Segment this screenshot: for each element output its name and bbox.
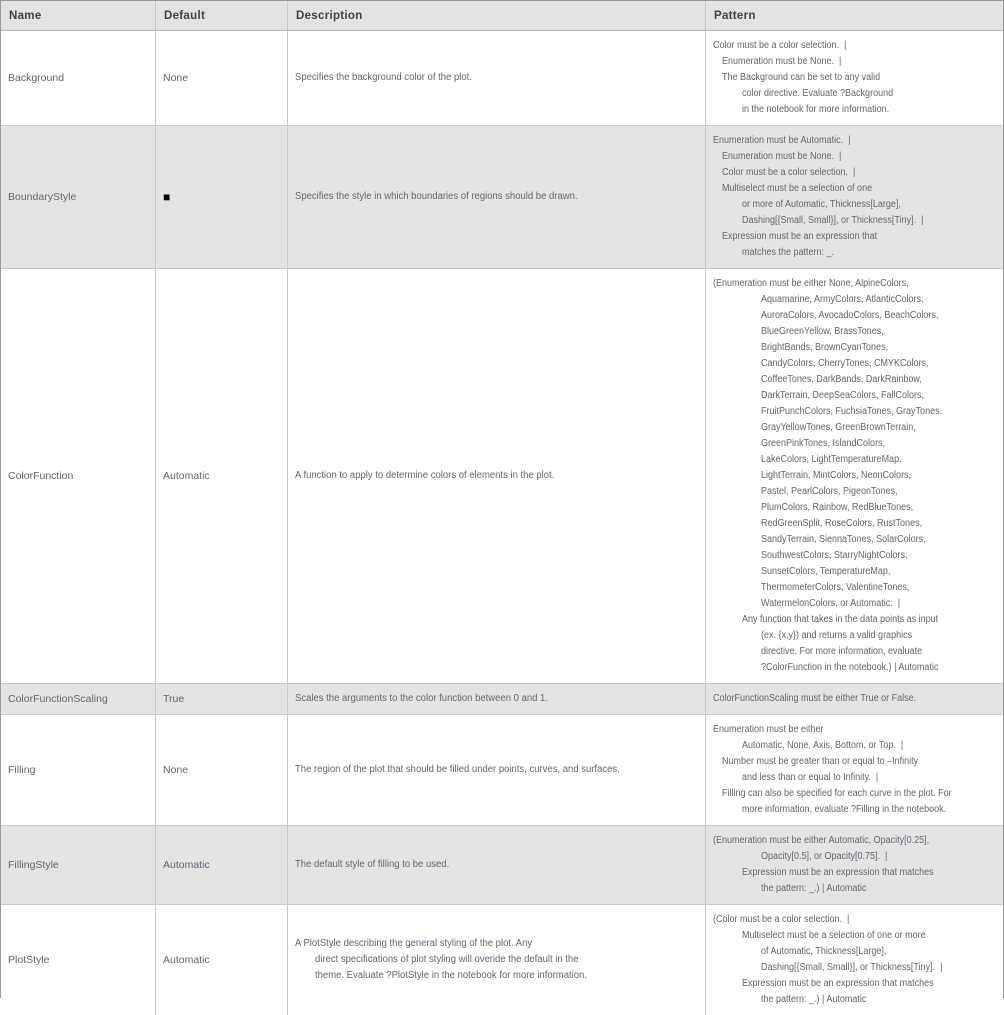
row-description-cell (288, 269, 706, 683)
row-description-cell (288, 715, 706, 825)
pattern-line (713, 54, 1000, 70)
row-default-cell (156, 31, 288, 125)
pattern-line-text: The Background can be set to any valid (722, 72, 881, 83)
pattern-line (713, 644, 1000, 660)
pattern-line-text: Color must be a color selection. | (722, 167, 856, 178)
pattern-line (713, 38, 1000, 54)
row-name-cell (1, 126, 156, 268)
row-default-cell (156, 905, 288, 1015)
pattern-line (713, 276, 1000, 292)
pattern-line (713, 564, 1000, 580)
pattern-line (713, 833, 1000, 849)
pattern-line (713, 944, 1000, 960)
description-line-text: theme. Evaluate ?PlotStyle in the notebook for more information. (315, 970, 587, 981)
table-row (1, 715, 1003, 826)
description-line-text: Scales the arguments to the color function between 0 and 1. (295, 693, 548, 704)
pattern-line (713, 849, 1000, 865)
pattern-line (713, 468, 1000, 484)
pattern-line-text: Aquamarine, ArmyColors, AtlanticColors, (761, 294, 924, 305)
pattern-line-text: of Automatic, Thickness[Large], (761, 946, 887, 957)
row-default-cell (156, 684, 288, 714)
description-line-text: A function to apply to determine colors of elements in the plot. (295, 470, 555, 481)
pattern-line (713, 628, 1000, 644)
description-line (295, 936, 702, 952)
pattern-line-text: Filling can also be specified for each curve in the plot. For (722, 788, 952, 799)
row-description-cell (288, 31, 706, 125)
pattern-line (713, 612, 1000, 628)
pattern-line (713, 436, 1000, 452)
pattern-line-text: color directive. Evaluate ?Background (742, 88, 894, 99)
option-name: ColorFunctionScaling (8, 693, 108, 705)
pattern-line (713, 596, 1000, 612)
row-default-cell (156, 826, 288, 904)
pattern-line-text: RedGreenSplit, RoseColors, RustTones, (761, 518, 923, 529)
default-value: Automatic (163, 954, 210, 966)
pattern-line-text: SandyTerrain, SiennaTones, SolarColors, (761, 534, 926, 545)
option-name: ColorFunction (8, 470, 74, 482)
default-value: Automatic (163, 470, 210, 482)
default-value: Automatic (163, 859, 210, 871)
pattern-line (713, 102, 1000, 118)
description-line (295, 691, 702, 707)
pattern-line (713, 70, 1000, 86)
pattern-line-text: CandyColors, CherryTones, CMYKColors, (761, 358, 929, 369)
pattern-line-text: and less than or equal to Infinity. | (742, 772, 879, 783)
pattern-line-text: Expression must be an expression that (722, 231, 878, 242)
pattern-line (713, 372, 1000, 388)
pattern-line (713, 660, 1000, 676)
pattern-line-text: (ex. {x,y}) and returns a valid graphics (761, 630, 913, 641)
pattern-line (713, 580, 1000, 596)
row-pattern-cell (706, 715, 1003, 825)
row-description-cell (288, 826, 706, 904)
description-line (295, 70, 702, 86)
row-name-cell (1, 715, 156, 825)
default-value: None (163, 764, 189, 776)
pattern-line (713, 245, 1000, 261)
option-name: BoundaryStyle (8, 191, 77, 203)
pattern-line-text: GrayYellowTones, GreenBrownTerrain, (761, 422, 916, 433)
table-row (1, 684, 1003, 715)
pattern-line-text: (Color must be a color selection. | (713, 914, 850, 925)
column-header-default: Default (156, 1, 288, 30)
pattern-line-text: Enumeration must be Automatic. | (713, 135, 851, 146)
row-name-cell (1, 905, 156, 1015)
row-pattern-cell (706, 905, 1003, 1015)
row-pattern-cell (706, 31, 1003, 125)
description-line-text: Specifies the style in which boundaries of regions should be drawn. (295, 191, 578, 202)
pattern-line (713, 960, 1000, 976)
row-pattern-cell (706, 684, 1003, 714)
description-line-text: The default style of filling to be used. (295, 859, 450, 870)
pattern-line-text: more information, evaluate ?Filling in the notebook. (742, 804, 947, 815)
pattern-line-text: PlumColors, Rainbow, RedBlueTones, (761, 502, 914, 513)
row-name-cell (1, 31, 156, 125)
pattern-line-text: SouthwestColors, StarryNightColors, (761, 550, 908, 561)
table-row (1, 269, 1003, 684)
pattern-line-text: (Enumeration must be either None, AlpineColors, (713, 278, 909, 289)
description-line (295, 857, 702, 873)
pattern-line-text: ThermometerColors, ValentineTones, (761, 582, 910, 593)
pattern-line (713, 292, 1000, 308)
pattern-line-text: Color must be a color selection. | (713, 40, 847, 51)
pattern-line-text: BlueGreenYellow, BrassTones, (761, 326, 884, 337)
row-pattern-cell (706, 126, 1003, 268)
description-line-text: direct specifications of plot styling will overide the default in the (315, 954, 579, 965)
table-header-row (1, 1, 1003, 31)
pattern-line-text: AuroraColors, AvocadoColors, BeachColors, (761, 310, 939, 321)
description-line (295, 952, 702, 968)
color-swatch: ■ (163, 190, 171, 204)
pattern-line-text: Dashing[{Small, Small}], or Thickness[Tiny]. | (761, 962, 943, 973)
pattern-line (713, 165, 1000, 181)
pattern-line (713, 388, 1000, 404)
option-name: Filling (8, 764, 36, 776)
pattern-line-text: Number must be greater than or equal to –Infinity (722, 756, 919, 767)
option-name: FillingStyle (8, 859, 59, 871)
pattern-line-text: DarkTerrain, DeepSeaColors, FallColors, (761, 390, 925, 401)
pattern-line (713, 754, 1000, 770)
pattern-line (713, 197, 1000, 213)
pattern-line (713, 86, 1000, 102)
row-description-cell (288, 905, 706, 1015)
pattern-line-text: the pattern: _.) | Automatic (761, 994, 867, 1005)
row-description-cell (288, 684, 706, 714)
pattern-line (713, 229, 1000, 245)
pattern-line-text: or more of Automatic, Thickness[Large], (742, 199, 901, 210)
pattern-line-text: ?ColorFunction in the notebook.) | Automatic (761, 662, 939, 673)
pattern-line-text: in the notebook for more information. (742, 104, 890, 115)
row-default-cell (156, 126, 288, 268)
pattern-line (713, 484, 1000, 500)
pattern-line (713, 181, 1000, 197)
pattern-line-text: Opacity[0.5], or Opacity[0.75]. | (761, 851, 888, 862)
table-row (1, 31, 1003, 126)
description-line (295, 762, 702, 778)
pattern-line (713, 532, 1000, 548)
pattern-line-text: Enumeration must be None. | (722, 56, 842, 67)
pattern-line-text: BrightBands, BrownCyanTones, (761, 342, 889, 353)
pattern-line-text: Expression must be an expression that matches (742, 867, 934, 878)
pattern-line-text: Enumeration must be None. | (722, 151, 842, 162)
table-body (1, 31, 1003, 1015)
pattern-line-text: ColorFunctionScaling must be either True or False. (713, 693, 917, 704)
default-value: True (163, 693, 185, 705)
pattern-line-text: Enumeration must be either (713, 724, 824, 735)
pattern-line (713, 992, 1000, 1008)
pattern-line (713, 722, 1000, 738)
column-header-name: Name (1, 1, 156, 30)
option-name: PlotStyle (8, 954, 50, 966)
pattern-line (713, 324, 1000, 340)
pattern-line-text: GreenPinkTones, IslandColors, (761, 438, 886, 449)
table-row (1, 826, 1003, 905)
pattern-line (713, 912, 1000, 928)
row-pattern-cell (706, 269, 1003, 683)
pattern-line (713, 738, 1000, 754)
pattern-line-text: Automatic, None, Axis, Bottom, or Top. | (742, 740, 904, 751)
pattern-line-text: Multiselect must be a selection of one (722, 183, 873, 194)
description-line-text: The region of the plot that should be filled under points, curves, and surfaces. (295, 764, 620, 775)
column-header-pattern: Pattern (714, 9, 756, 22)
row-pattern-cell (706, 826, 1003, 904)
pattern-line (713, 802, 1000, 818)
pattern-line (713, 404, 1000, 420)
pattern-line-text: Any function that takes in the data points as input (742, 614, 939, 625)
pattern-line-text: FruitPunchColors, FuchsiaTones, GrayTones, (761, 406, 943, 417)
pattern-line (713, 548, 1000, 564)
pattern-line-text: (Enumeration must be either Automatic, Opacity[0.25], (713, 835, 930, 846)
pattern-line (713, 881, 1000, 897)
row-name-cell (1, 684, 156, 714)
pattern-line-text: directive. For more information, evaluate (761, 646, 923, 657)
pattern-line (713, 786, 1000, 802)
pattern-line (713, 770, 1000, 786)
pattern-line (713, 691, 1000, 707)
description-line (295, 189, 702, 205)
row-default-cell (156, 715, 288, 825)
pattern-line-text: CoffeeTones, DarkBands, DarkRainbow, (761, 374, 922, 385)
pattern-line (713, 356, 1000, 372)
pattern-line-text: Pastel, PearlColors, PigeonTones, (761, 486, 898, 497)
pattern-line-text: the pattern: _.) | Automatic (761, 883, 867, 894)
pattern-line (713, 133, 1000, 149)
pattern-line-text: WatermelonColors, or Automatic. | (761, 598, 901, 609)
option-name: Background (8, 72, 65, 84)
pattern-line (713, 452, 1000, 468)
pattern-line (713, 213, 1000, 229)
pattern-line-text: LightTerrain, MintColors, NeonColors, (761, 470, 912, 481)
pattern-line (713, 500, 1000, 516)
pattern-line (713, 149, 1000, 165)
description-line-text: Specifies the background color of the plot. (295, 72, 472, 83)
description-line-text: A PlotStyle describing the general styling of the plot. Any (295, 938, 533, 949)
row-description-cell (288, 126, 706, 268)
pattern-line (713, 340, 1000, 356)
pattern-line-text: SunsetColors, TemperatureMap, (761, 566, 891, 577)
column-header-description: Description (288, 1, 706, 30)
pattern-line (713, 308, 1000, 324)
pattern-line (713, 976, 1000, 992)
description-line (295, 968, 702, 984)
pattern-line-text: Multiselect must be a selection of one or more (742, 930, 926, 941)
table-row (1, 905, 1003, 1015)
pattern-line-text: LakeColors, LightTemperatureMap, (761, 454, 902, 465)
pattern-line-text: matches the pattern: _. (742, 247, 835, 258)
row-name-cell (1, 269, 156, 683)
description-line (295, 468, 702, 484)
table-row (1, 126, 1003, 269)
pattern-line (713, 928, 1000, 944)
row-name-cell (1, 826, 156, 904)
pattern-line (713, 865, 1000, 881)
pattern-line (713, 516, 1000, 532)
pattern-line-text: Expression must be an expression that matches (742, 978, 934, 989)
pattern-line-text: Dashing[{Small, Small}], or Thickness[Tiny]. | (742, 215, 924, 226)
default-value: None (163, 72, 189, 84)
row-default-cell (156, 269, 288, 683)
pattern-line (713, 420, 1000, 436)
